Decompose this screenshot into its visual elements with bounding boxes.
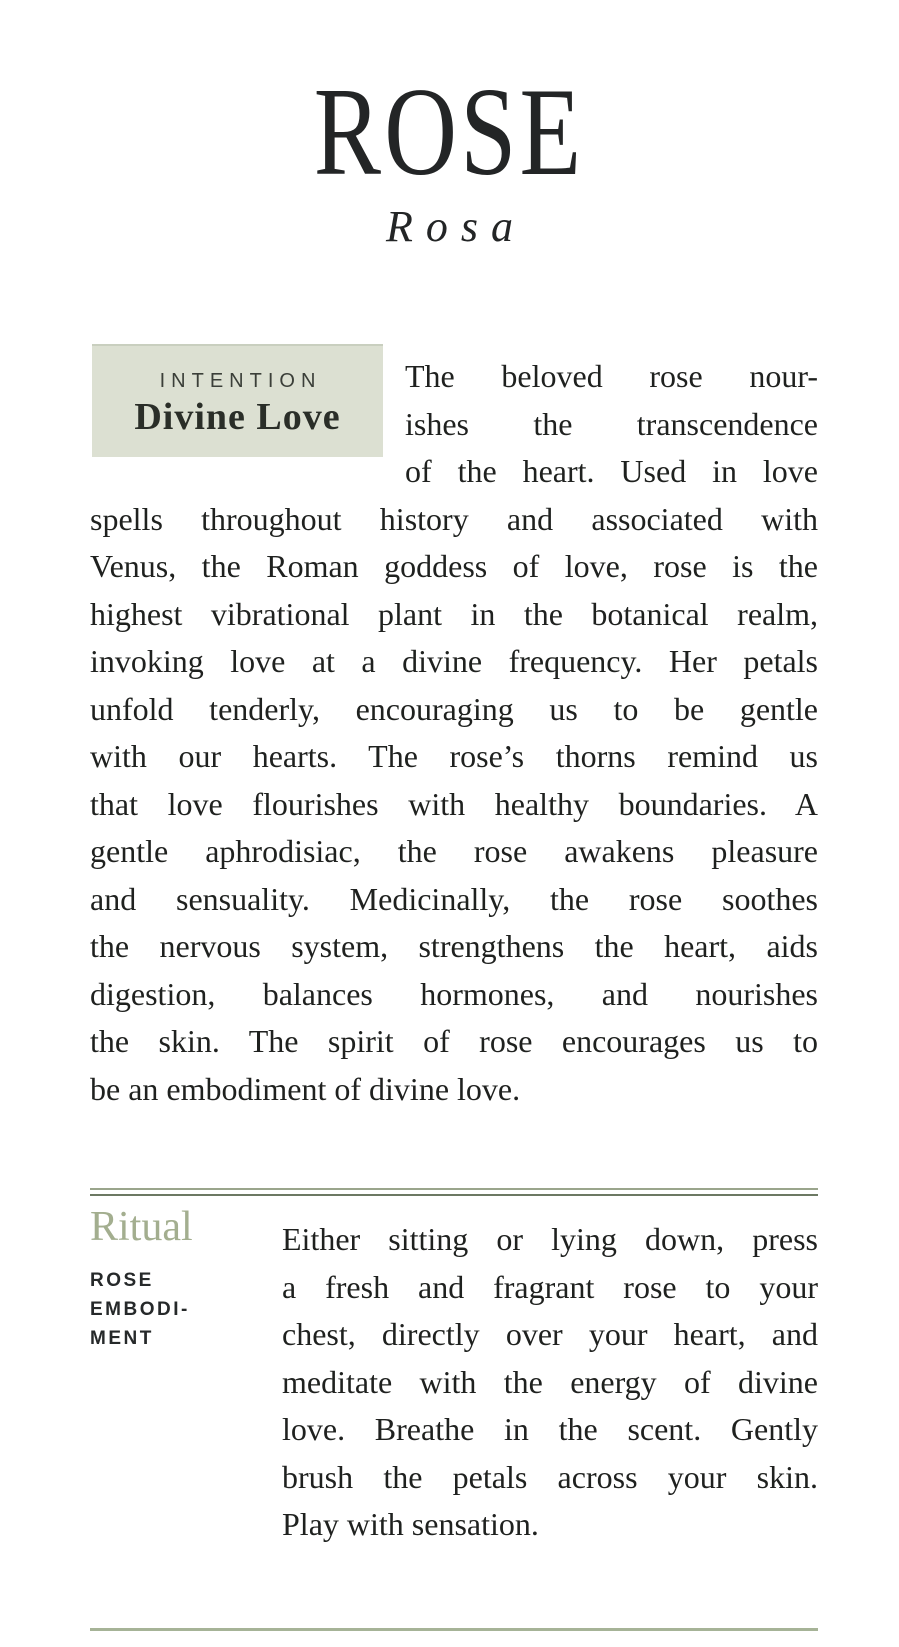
ritual-line: meditate with the energy of divine [282,1363,818,1400]
essay-line: Venus, the Roman goddess of love, rose is the [90,548,818,584]
essay-line: be an embodiment of divine love. [90,1070,521,1107]
section-divider [90,1188,818,1197]
page-title [0,63,899,202]
page-title-text: ROSE [314,63,585,202]
ritual-line: Either sitting or lying down, press [282,1221,818,1257]
ritual-line: love. Breathe in the scent. Gently [282,1411,818,1447]
essay-paragraph [90,353,818,1113]
ritual-line: Play with sensation. [282,1506,539,1542]
ritual-name [90,1266,190,1353]
essay-line: highest vibrational plant in the botanical realm, [90,595,818,632]
essay-line: the skin. The spirit of rose encourages us to [90,1023,818,1059]
essay-line: invoking love at a divine frequency. Her petals [90,643,818,679]
essay-line: gentle aphrodisiac, the rose awakens pleasure [90,833,818,869]
essay-line: with our hearts. The rose’s thorns remind us [90,738,818,774]
essay-line: The beloved rose nour- [405,358,818,394]
ritual-line: chest, directly over your heart, and [282,1316,818,1352]
essay-line: the nervous system, strengthens the heart, aids [90,928,818,964]
ritual-line: brush the petals across your skin. [282,1458,818,1495]
bottom-rule [90,1628,818,1631]
essay-line: and sensuality. Medicinally, the rose soothes [90,880,818,917]
ritual-line: a fresh and fragrant rose to your [282,1268,818,1305]
ritual-heading: Ritual [90,1204,193,1250]
divider-rule-dark [90,1194,818,1196]
essay-line: of the heart. Used in love [405,453,818,489]
ritual-name-line: EMBODI- [90,1299,190,1320]
essay-line: ishes the transcendence [405,405,818,442]
essay-line: unfold tenderly, encouraging us to be gentle [90,690,818,727]
latin-name: Rosa [386,202,526,251]
intention-label: INTENTION [159,370,322,392]
ritual-paragraph [282,1216,818,1549]
ritual-name-line: ROSE [90,1270,154,1291]
intention-value: Divine Love [134,396,341,438]
essay-line: digestion, balances hormones, and nourishes [90,975,818,1012]
essay-line: that love flourishes with healthy boundaries. A [90,785,818,822]
essay-line: spells throughout history and associated with [90,500,818,537]
ritual-name-line: MENT [90,1328,154,1349]
